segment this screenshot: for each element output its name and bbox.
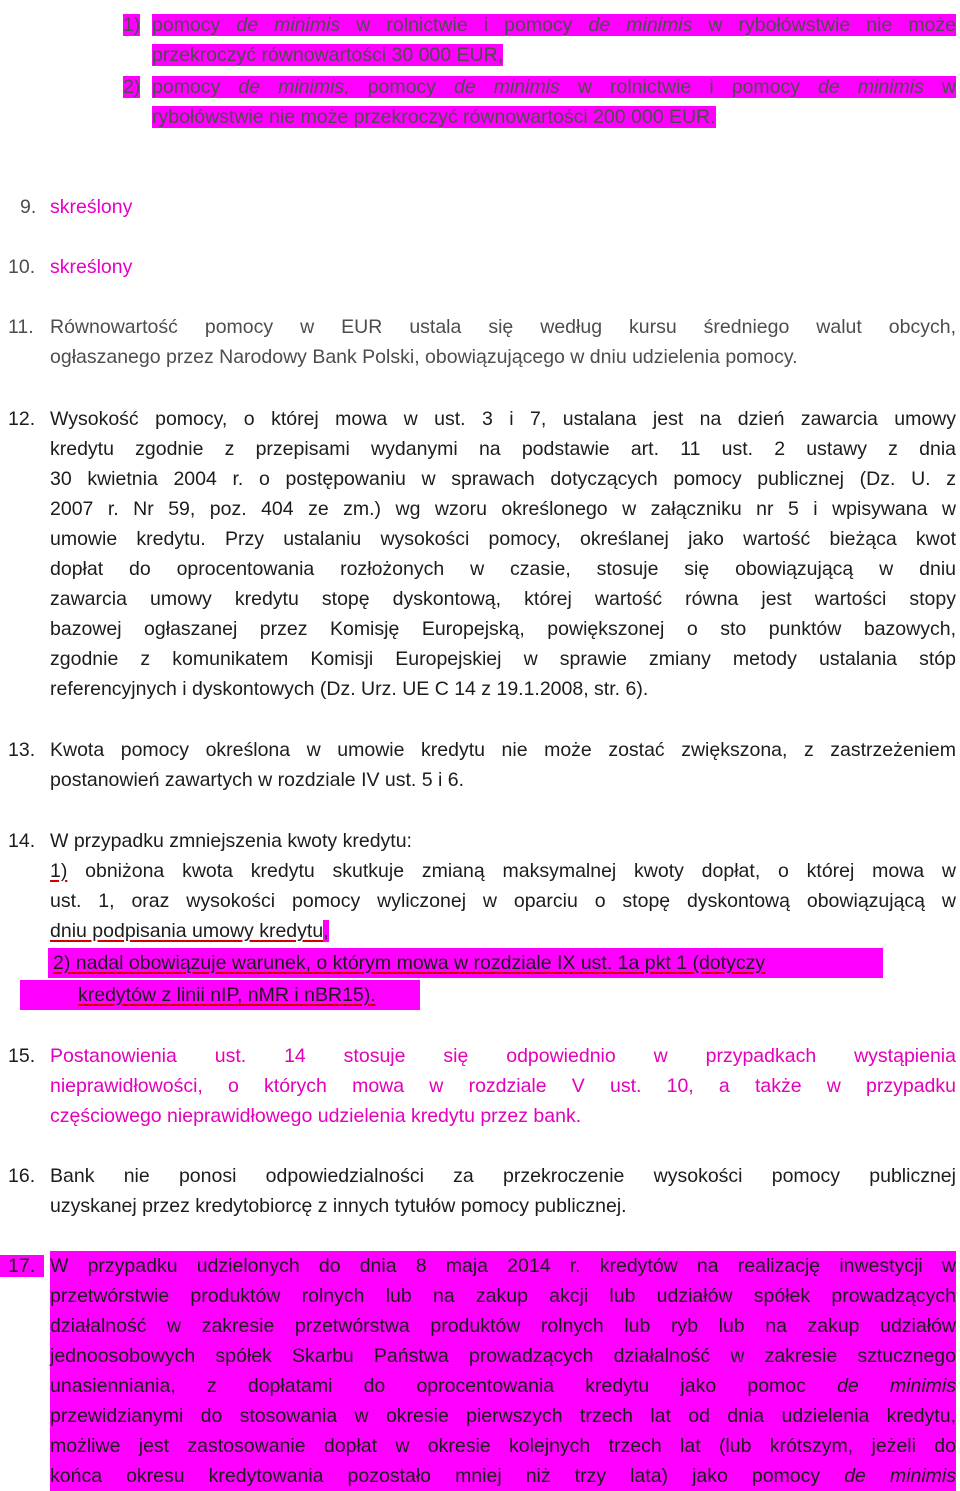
- section-17-number: 17.: [0, 1251, 44, 1281]
- section-13-text: Kwota pomocy określona w umowie kredytu nie może zostać zwiększona, z zastrzeżeniem postanowień zawartych w rozdziale IV ust. 5 i 6.: [50, 739, 956, 791]
- section-10-number: 10.: [8, 256, 36, 278]
- section-14-text: W przypadku zmniejszenia kwoty kredytu: 1) obniżona kwota kredytu skutkuje zmianą maksymalnej kwoty dopłat, o której mowa w ust. 1, oraz wysokości pomocy wyliczonej w oparciu o stopę dyskontową obowiązującą w dniu podpisania umowy kredytu,: [50, 830, 956, 942]
- section-14-point-2-line-1: 2) nadal obowiązuje warunek, o którym mowa w rozdziale IX ust. 1a pkt 1 (dotyczy: [48, 948, 883, 978]
- section-14-point-1-marker: 1): [50, 860, 68, 882]
- section-11-number: 11.: [8, 316, 34, 338]
- section-9-number: 9.: [20, 196, 37, 218]
- section-14-number: 14.: [8, 830, 36, 852]
- section-12-number: 12.: [8, 408, 36, 430]
- section-13-number: 13.: [8, 739, 36, 761]
- top-list-item-2: pomocy de minimis, pomocy de minimis w rolnictwie i pomocy de minimis w rybołówstwie nie może przekroczyć równowartości 200 000 EUR.: [152, 76, 957, 128]
- section-15-text: Postanowienia ust. 14 stosuje się odpowiednio w przypadkach wystąpienia nieprawidłowości, o których mowa w rozdziale V ust. 10, a także w przypadku częściowego nieprawidłowego udzielenia kredytu przez bank.: [50, 1045, 956, 1127]
- item2-marker: 2): [123, 76, 141, 98]
- section-12-text: Wysokość pomocy, o której mowa w ust. 3 i 7, ustalana jest na dzień zawarcia umowy kredytu zgodnie z przepisami wydanymi na podstawie art. 11 ust. 2 ustawy z dnia 30 kwietnia 2004 r. o postępowaniu w sprawach dotyczących pomocy publicznej (Dz. U. z 2007 r. Nr 59, poz. 404 ze zm.) wg wzoru określonego w załączniku nr 5 i wpisywana w umowie kredytu. Przy ustalaniu wysokości pomocy, określanej jako wartość bieżąca kwot dopłat do oprocentowania rozłożonych w czasie, stosuje się obowiązującą w dniu zawarcia umowy kredytu stopę dyskontową, której wartość równa jest wartości stopy bazowej ogłaszanej przez Komisję Europejską, powiększonej o sto punktów bazowych, zgodnie z komunikatem Komisji Europejskiej w sprawie zmiany metody ustalania stóp referencyjnych i dyskontowych (Dz. Urz. UE C 14 z 19.1.2008, str. 6).: [50, 408, 956, 700]
- section-9-text: skreślony: [50, 196, 133, 218]
- section-11-text: Równowartość pomocy w EUR ustala się według kursu średniego walut obcych, ogłaszanego przez Narodowy Bank Polski, obowiązującego w dniu udzielenia pomocy.: [50, 316, 956, 368]
- section-16-number: 16.: [8, 1165, 36, 1187]
- section-16-text: Bank nie ponosi odpowiedzialności za przekroczenie wysokości pomocy publicznej uzyskanej przez kredytobiorcę z innych tytułów pomocy publicznej.: [50, 1165, 956, 1217]
- section-15-number: 15.: [8, 1045, 36, 1067]
- item1-marker: 1): [123, 14, 141, 36]
- section-14-point-2-line-2: kredytów z linii nIP, nMR i nBR15).: [20, 980, 420, 1010]
- top-list-item-1: pomocy de minimis w rolnictwie i pomocy de minimis w rybołówstwie nie może przekroczyć równowartości 30 000 EUR,: [152, 14, 956, 66]
- section-10-text: skreślony: [50, 256, 133, 278]
- section-17-text: W przypadku udzielonych do dnia 8 maja 2014 r. kredytów na realizację inwestycji w przetwórstwie produktów rolnych lub na zakup akcji lub udziałów spółek prowadzących działalność w zakresie przetwórstwa produktów rolnych lub ryb lub na zakup udziałów jednoosobowych spółek Skarbu Państwa prowadzących działalność w zakresie sztucznego unasienniania, z dopłatami do oprocentowania kredytu jako pomoc de minimis przewidzianymi do stosowania w okresie pierwszych trzech lat od dnia udzielenia kredytu, możliwe jest zastosowanie dopłat w okresie kolejnych trzech lat (lub krótszym, jeżeli do końca okresu kredytowania pozostało mniej niż trzy lata) jako pomocy de minimis: [50, 1251, 956, 1491]
